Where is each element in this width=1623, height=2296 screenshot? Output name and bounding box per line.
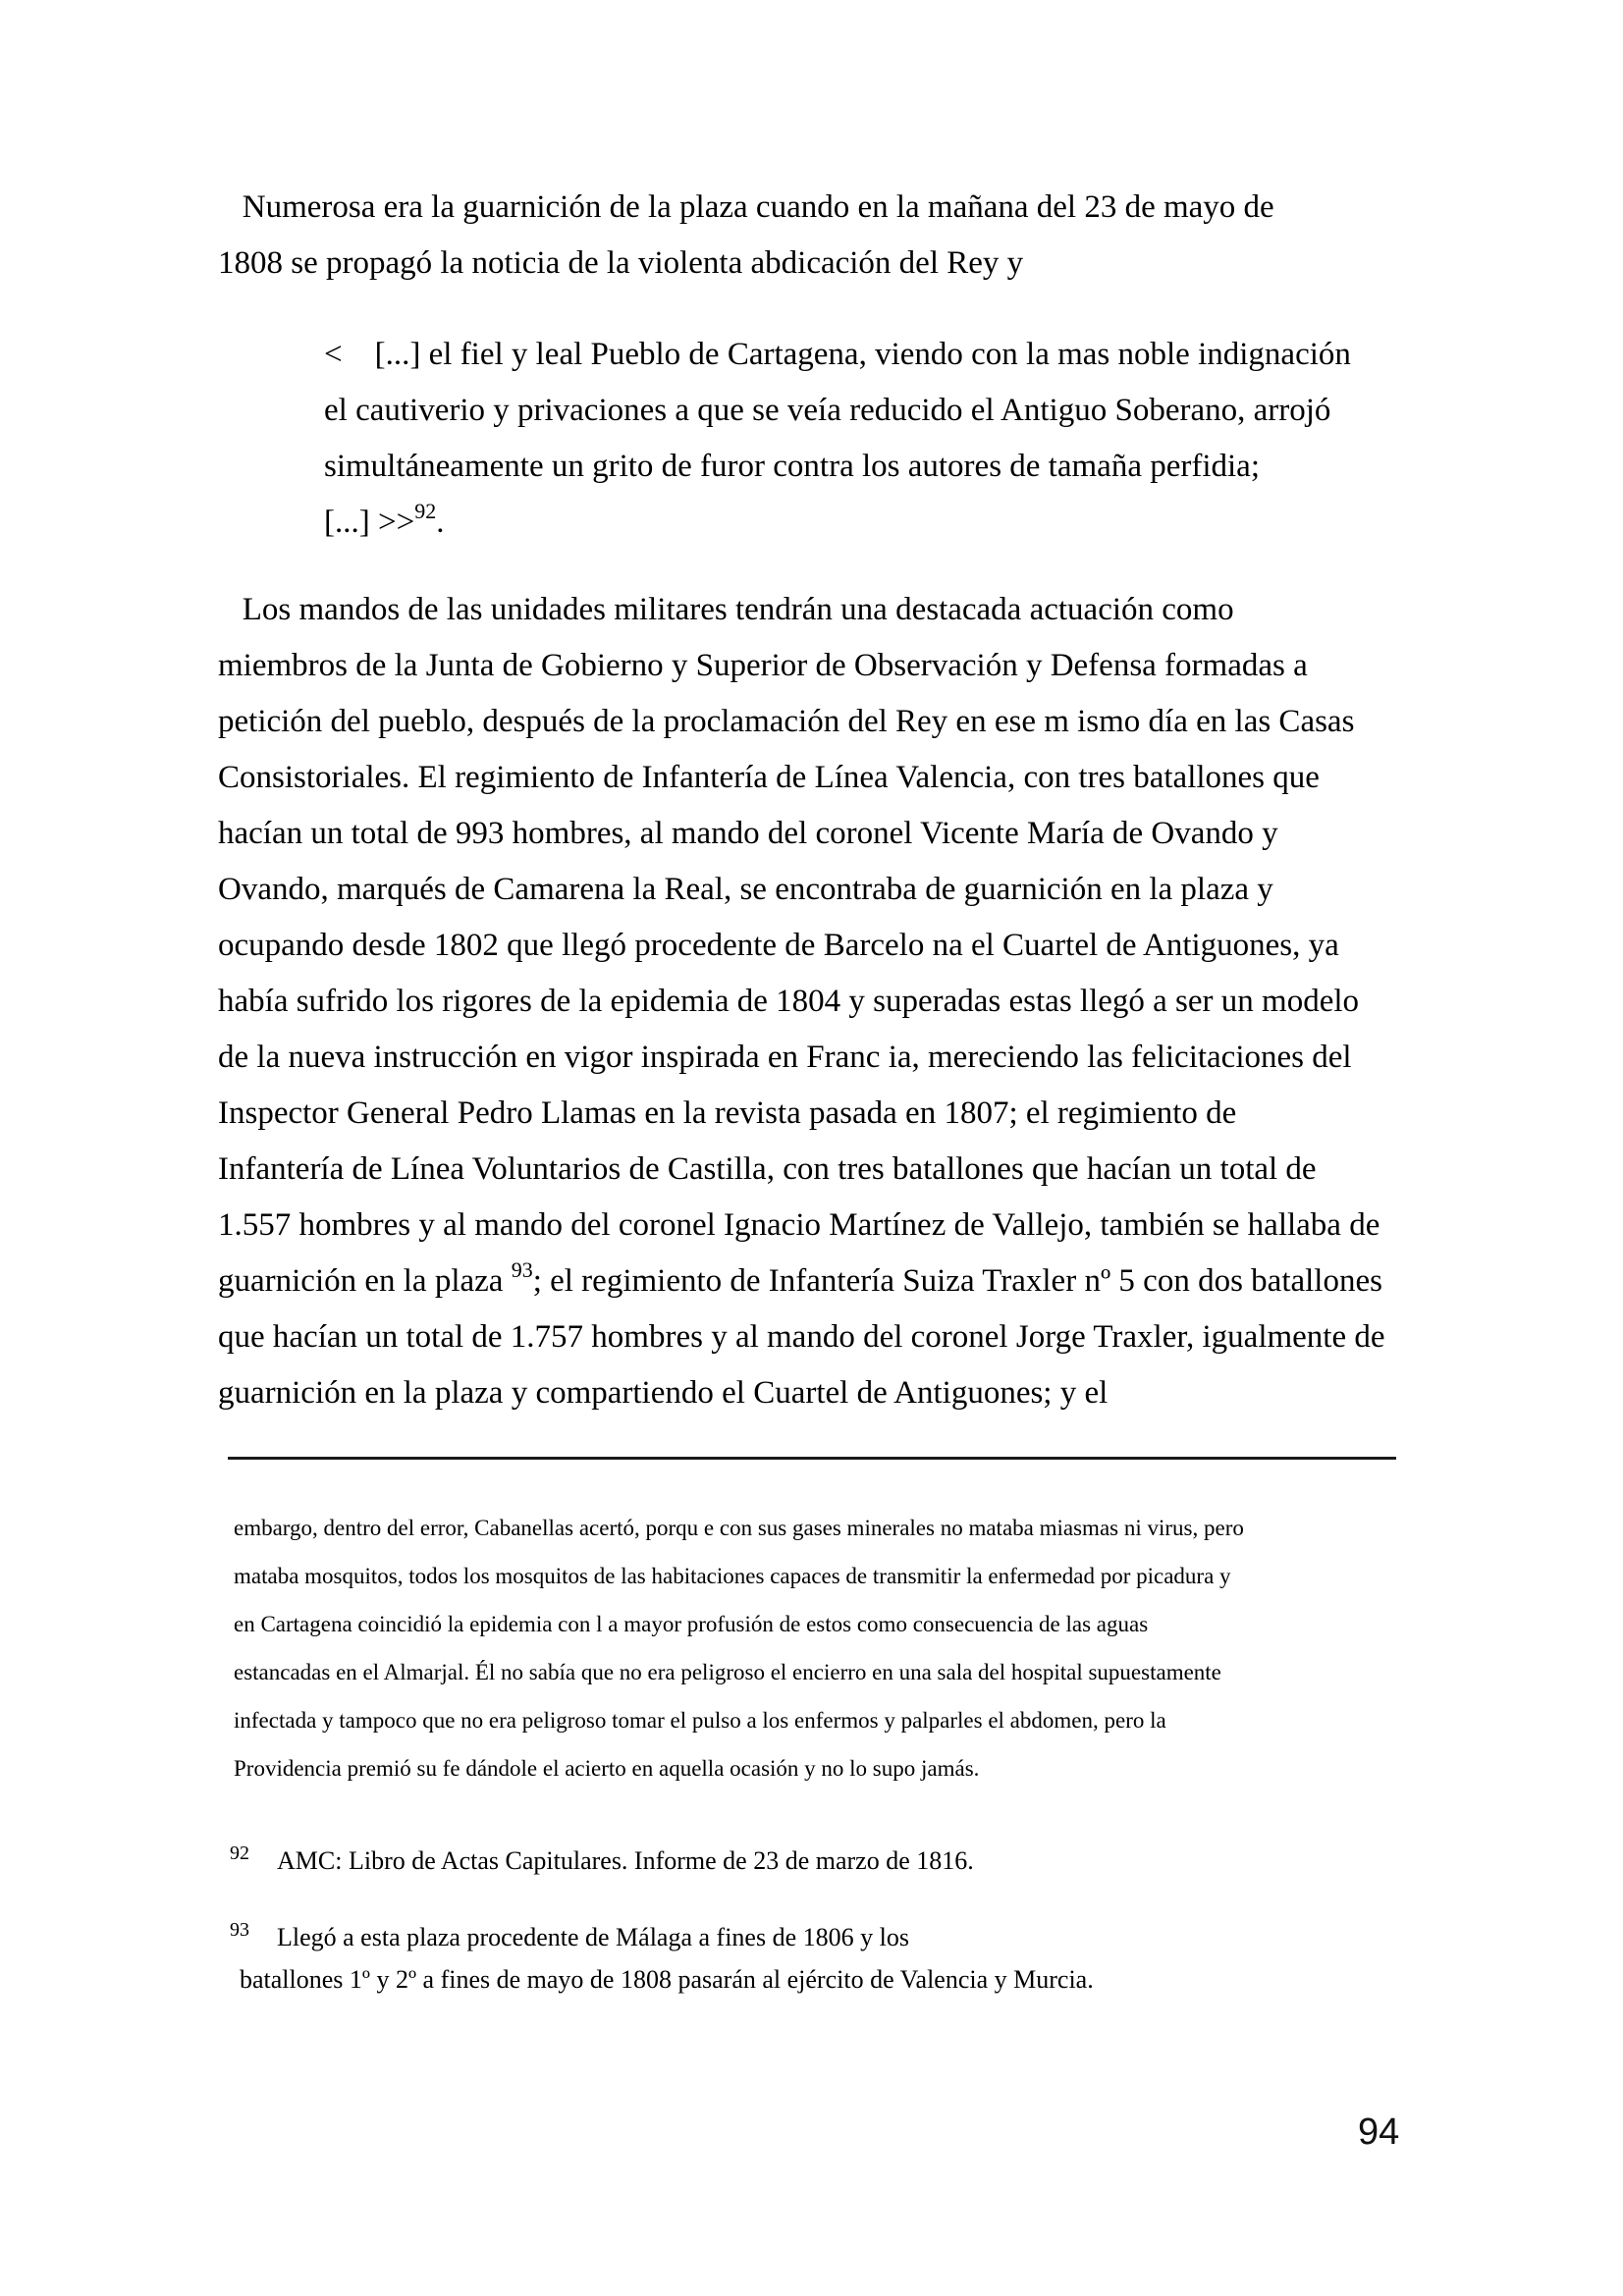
text-line: hacían un total de 993 hombres, al mando del coronel Vicente María de Ovando y [218, 816, 1278, 851]
text-line: simultáneamente un grito de furor contra los autores de tamaña perfidia; [324, 449, 1260, 484]
page-number: 94 [1358, 2111, 1400, 2153]
footnote-93-text: Llegó a esta plaza procedente de Málaga a fines de 1806 y los [277, 1923, 909, 1951]
text-line: miembros de la Junta de Gobierno y Superior de Observación y Defensa formadas a [218, 648, 1308, 683]
text-line: había sufrido los rigores de la epidemia de 1804 y superadas estas llegó a ser un modelo [218, 984, 1360, 1019]
text-line: petición del pueblo, después de la proclamación del Rey en ese m ismo día en las Casas [218, 704, 1355, 739]
footnote-92-text: AMC: Libro de Actas Capitulares. Informe de 23 de marzo de 1816. [277, 1846, 974, 1875]
text-line: 1808 se propagó la noticia de la violenta abdicación del Rey y [218, 245, 1024, 281]
footnote-continuation [234, 1504, 1244, 1792]
paragraph-main [218, 582, 1385, 1421]
text-line: 1.557 hombres y al mando del coronel Ignacio Martínez de Vallejo, también se hallaba de [218, 1207, 1380, 1243]
text-line [324, 495, 1351, 551]
text-line: Providencia premió su fe dándole el acierto en aquella ocasión y no lo supo jamás. [234, 1756, 980, 1781]
text-line: Consistoriales. El regimiento de Infantería de Línea Valencia, con tres batallones que [218, 760, 1320, 795]
footnote-93-continuation: batallones 1º y 2º a fines de mayo de 1808 pasarán al ejército de Valencia y Murcia. [240, 1965, 1094, 1994]
text-line: Los mandos de las unidades militares tendrán una destacada actuación como [218, 592, 1234, 627]
text-segment: guarnición en la plaza [218, 1263, 512, 1299]
text-line: en Cartagena coincidió la epidemia con l a mayor profusión de estos como consecuencia de las aguas [234, 1612, 1149, 1636]
text-line: embargo, dentro del error, Cabanellas acertó, porqu e con sus gases minerales no mataba miasmas ni virus, pero [234, 1516, 1244, 1540]
text-line: Numerosa era la guarnición de la plaza cuando en la mañana del 23 de mayo de [218, 189, 1274, 225]
text-line: < [...] el fiel y leal Pueblo de Cartagena, viendo con la mas noble indignación [324, 337, 1351, 372]
text-line: ocupando desde 1802 que llegó procedente de Barcelo na el Cuartel de Antiguones, ya [218, 928, 1339, 963]
block-quote [324, 327, 1351, 551]
footnote-reference: 92 [414, 499, 437, 523]
footnote-93-marker: 93 [230, 1919, 249, 1941]
footnote-92-marker: 92 [230, 1842, 249, 1864]
text-line: mataba mosquitos, todos los mosquitos de las habitaciones capaces de transmitir la enfermedad por picadura y [234, 1564, 1231, 1588]
paragraph-intro [218, 180, 1274, 292]
text-line: guarnición en la plaza y compartiendo el Cuartel de Antiguones; y el [218, 1375, 1109, 1411]
text-line: de la nueva instrucción en vigor inspirada en Franc ia, mereciendo las felicitaciones del [218, 1040, 1352, 1075]
text-line: Ovando, marqués de Camarena la Real, se encontraba de guarnición en la plaza y [218, 872, 1273, 907]
text-line: Infantería de Línea Voluntarios de Castilla, con tres batallones que hacían un total de [218, 1151, 1317, 1187]
text-line: el cautiverio y privaciones a que se veía reducido el Antiguo Soberano, arrojó [324, 393, 1331, 428]
text-segment: . [436, 505, 445, 540]
footnote-separator [228, 1457, 1396, 1460]
text-line: infectada y tampoco que no era peligroso tomar el pulso a los enfermos y palparles el abdomen, pero la [234, 1708, 1166, 1733]
text-segment: ; el regimiento de Infantería Suiza Traxler nº 5 con dos batallones [532, 1263, 1382, 1299]
text-line: estancadas en el Almarjal. Él no sabía que no era peligroso el encierro en una sala del hospital supuestamente [234, 1660, 1221, 1684]
text-segment: [...] >> [324, 505, 415, 540]
text-line: Inspector General Pedro Llamas en la revista pasada en 1807; el regimiento de [218, 1095, 1237, 1131]
text-line [218, 1254, 1385, 1309]
text-line: que hacían un total de 1.757 hombres y al mando del coronel Jorge Traxler, igualmente de [218, 1319, 1385, 1355]
footnote-reference: 93 [511, 1257, 533, 1282]
